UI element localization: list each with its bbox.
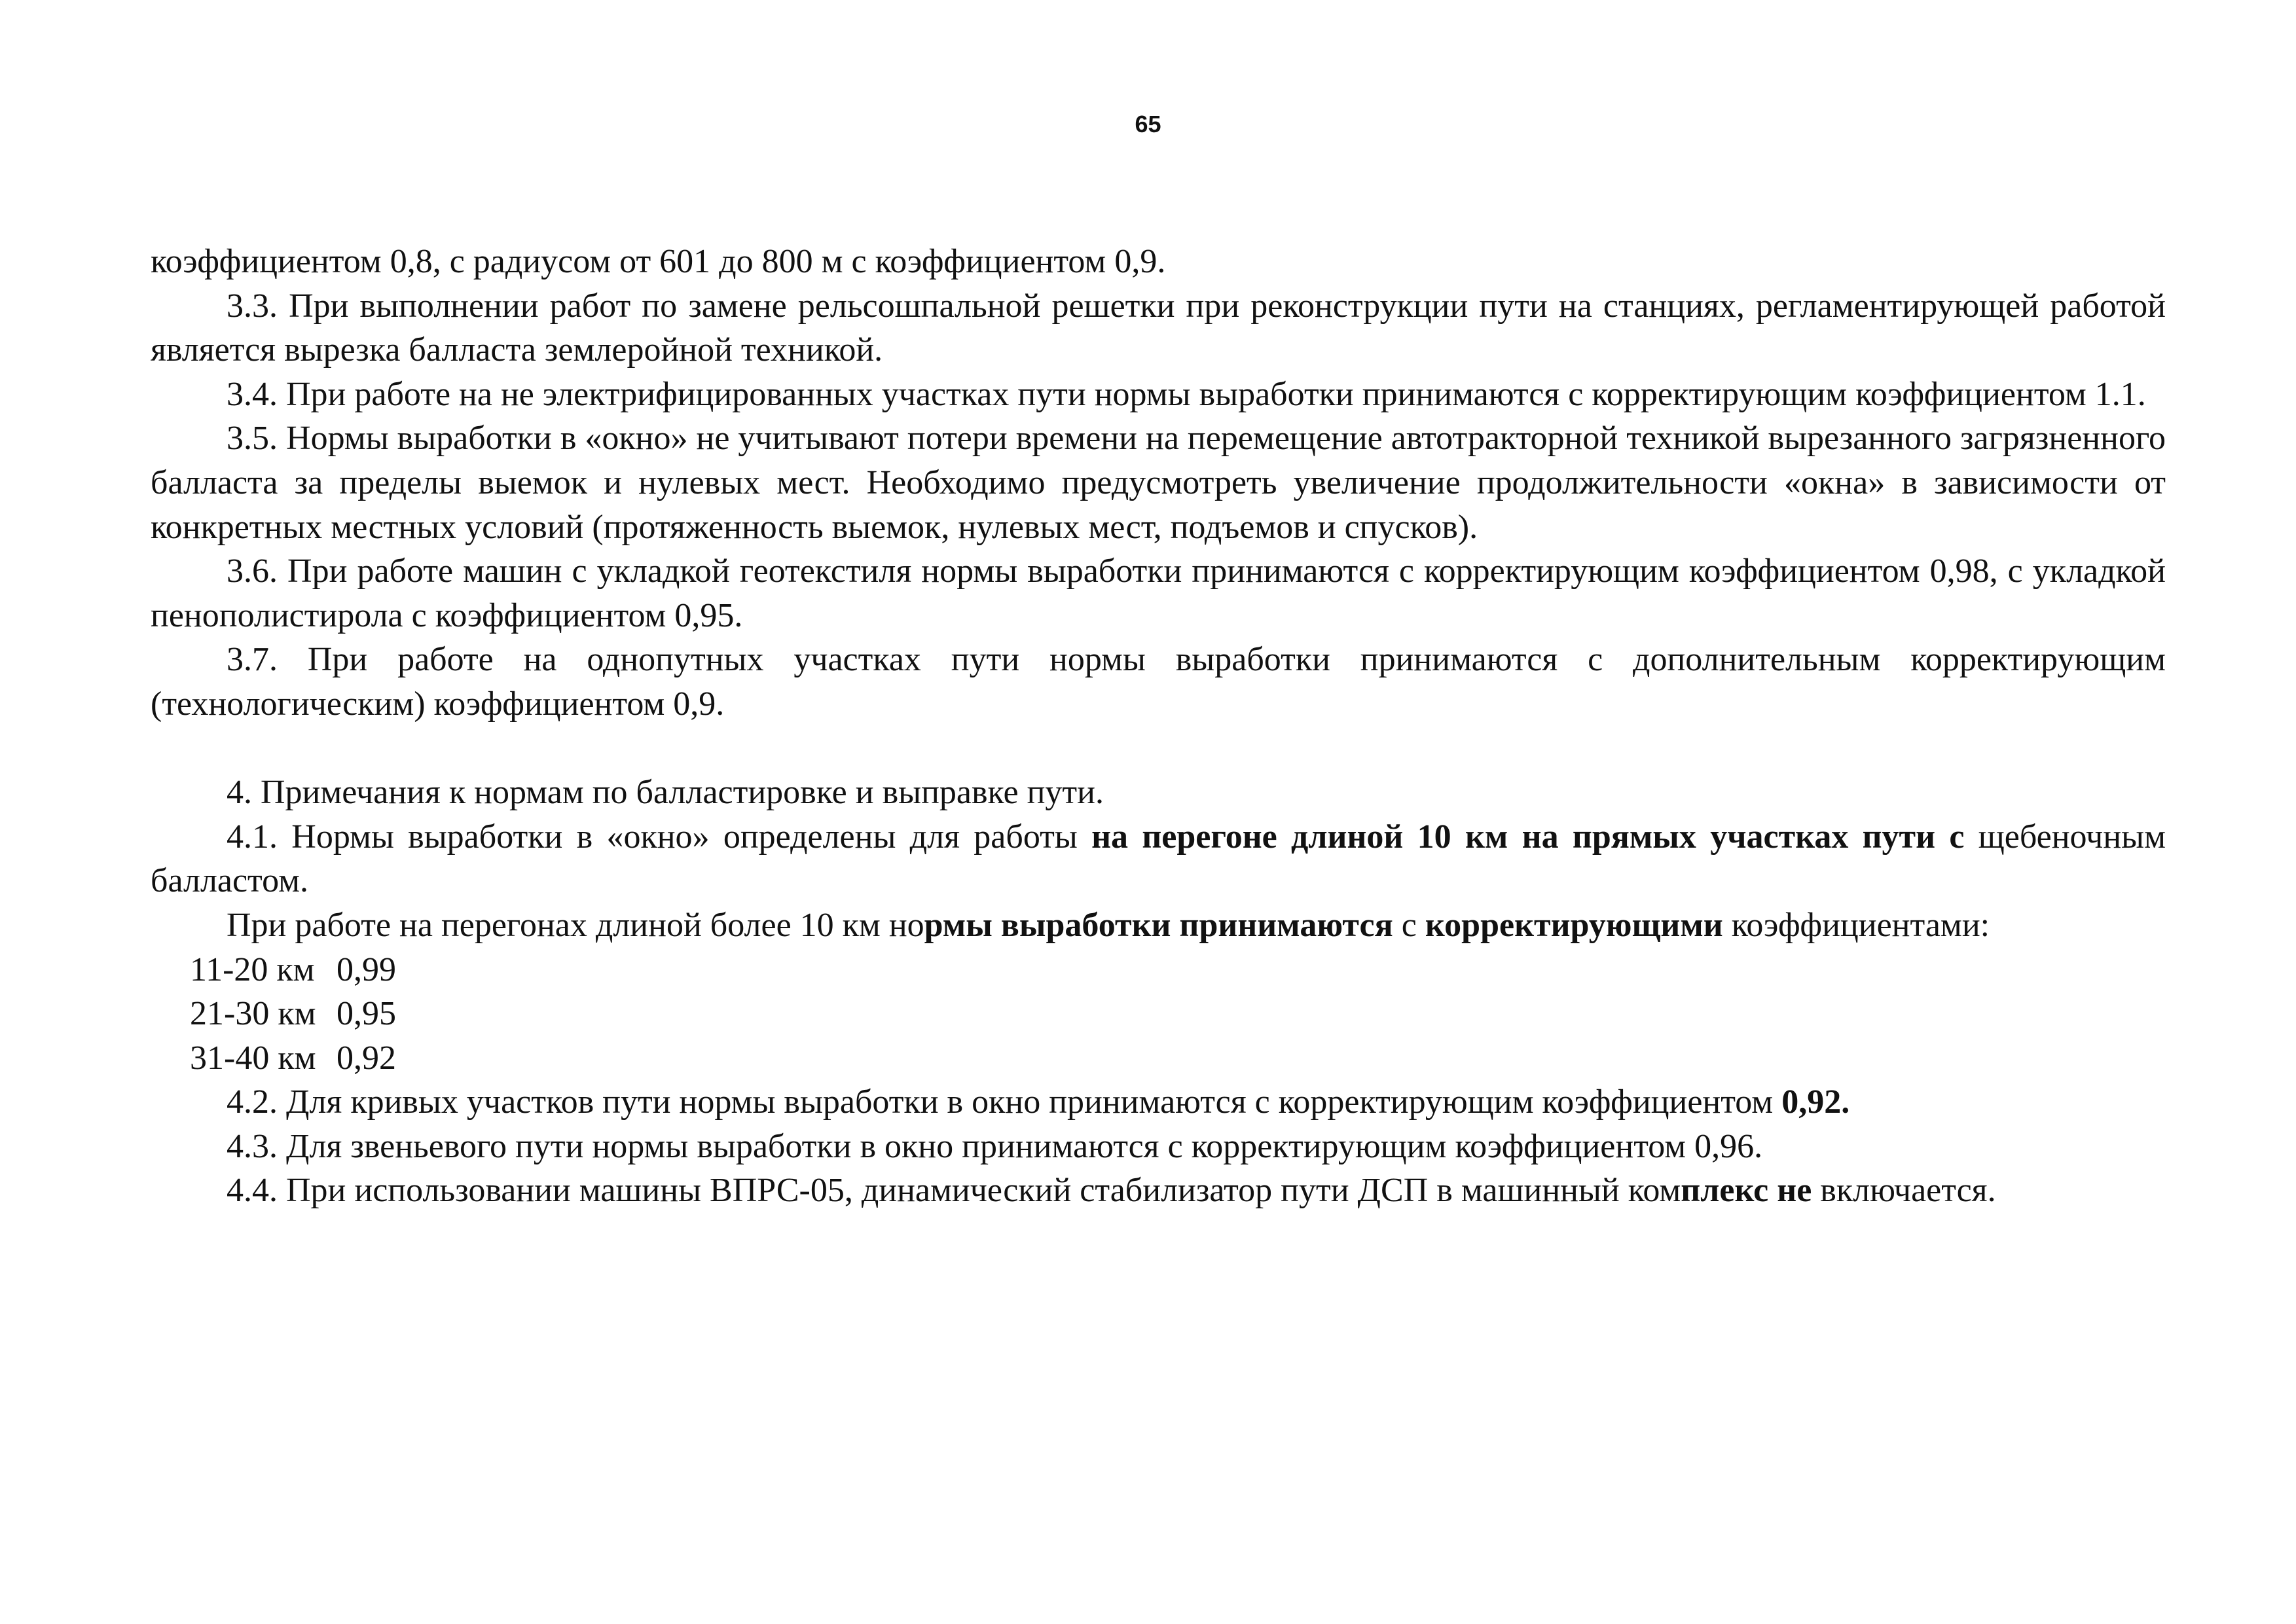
paragraph-3-5: 3.5. Нормы выработки в «окно» не учитывают потери времени на перемещение автотракторной техникой вырезанного загрязненного балласта за пределы выемок и нулевых мест. Необходимо предусмотреть увеличение продолжительности «окна» в зависимости от конкретных местных условий (протяженность выемок, нулевых мест, подъемов и спусков). bbox=[151, 420, 2166, 546]
paragraph-4-1-extra-bold-2: корректирующими bbox=[1425, 906, 1723, 944]
paragraph-4-2 bbox=[151, 1080, 2166, 1125]
paragraph-4-1-extra bbox=[151, 903, 2166, 948]
coefficient-value: 0,99 bbox=[337, 950, 396, 988]
coefficient-row bbox=[151, 948, 2166, 992]
paragraph-4-2-bold: 0,92. bbox=[1781, 1083, 1850, 1121]
paragraph-4-1-extra-mid: с bbox=[1393, 906, 1425, 944]
paragraph-4-1 bbox=[151, 815, 2166, 903]
paragraph-4-1-extra-bold-1: рмы выработки принимаются bbox=[924, 906, 1393, 944]
paragraph-4-4-lead: 4.4. При использовании машины ВПРС-05, динамический стабилизатор пути ДСП в машинный ком bbox=[227, 1172, 1681, 1210]
page-number: 65 bbox=[1135, 111, 1161, 137]
coefficient-list bbox=[151, 948, 2166, 1081]
paragraph-4-1-tail: щебеночным балластом. bbox=[151, 818, 2166, 900]
document-body bbox=[151, 240, 2166, 1213]
paragraph-4-1-extra-lead: При работе на перегонах длиной более 10 км но bbox=[227, 906, 924, 944]
coefficient-range: 31-40 км bbox=[190, 1039, 316, 1077]
coefficient-row bbox=[151, 992, 2166, 1036]
coefficient-range: 21-30 км bbox=[190, 995, 316, 1033]
paragraph-3-7: 3.7. При работе на однопутных участках пути нормы выработки принимаются с дополнительным корректирующим (технологическим) коэффициентом 0,9. bbox=[151, 641, 2166, 723]
paragraph-4-2-lead: 4.2. Для кривых участков пути нормы выработки в окно принимаются с корректирующим коэффициентом bbox=[227, 1083, 1782, 1121]
paragraph-4-4 bbox=[151, 1168, 2166, 1213]
coefficient-range: 11-20 км bbox=[190, 950, 315, 988]
paragraph-3-3: 3.3. При выполнении работ по замене рельсошпальной решетки при реконструкции пути на станциях, регламентирующей работой является вырезка балласта землеройной техникой. bbox=[151, 287, 2166, 369]
paragraph-4-4-bold: плекс не bbox=[1681, 1172, 1812, 1210]
paragraph-4-3: 4.3. Для звеньевого пути нормы выработки в окно принимаются с корректирующим коэффициентом 0,96. bbox=[227, 1127, 1763, 1165]
coefficient-value: 0,95 bbox=[337, 995, 396, 1033]
paragraph-4-1-extra-tail: коэффициентами: bbox=[1722, 906, 1990, 944]
paragraph-3-4: 3.4. При работе на не электрифицированных участках пути нормы выработки принимаются с корректирующим коэффициентом 1.1. bbox=[227, 375, 2146, 413]
section-4-heading: 4. Примечания к нормам по балластировке и выправке пути. bbox=[227, 774, 1104, 812]
paragraph-4-1-lead: 4.1. Нормы выработки в «окно» определены для работы bbox=[227, 818, 1092, 856]
paragraph-3-2-continuation: коэффициентом 0,8, с радиусом от 601 до 800 м с коэффициентом 0,9. bbox=[151, 243, 1166, 280]
paragraph-4-4-tail: включается. bbox=[1812, 1172, 1996, 1210]
coefficient-value: 0,92 bbox=[337, 1039, 396, 1077]
paragraph-3-6: 3.6. При работе машин с укладкой геотекстиля нормы выработки принимаются с корректирующим коэффициентом 0,98, с укладкой пенополистирола с коэффициентом 0,95. bbox=[151, 552, 2166, 634]
section-gap bbox=[151, 727, 2166, 771]
paragraph-4-1-bold: на перегоне длиной 10 км на прямых участках пути с bbox=[1091, 818, 1965, 856]
coefficient-row bbox=[151, 1036, 2166, 1081]
